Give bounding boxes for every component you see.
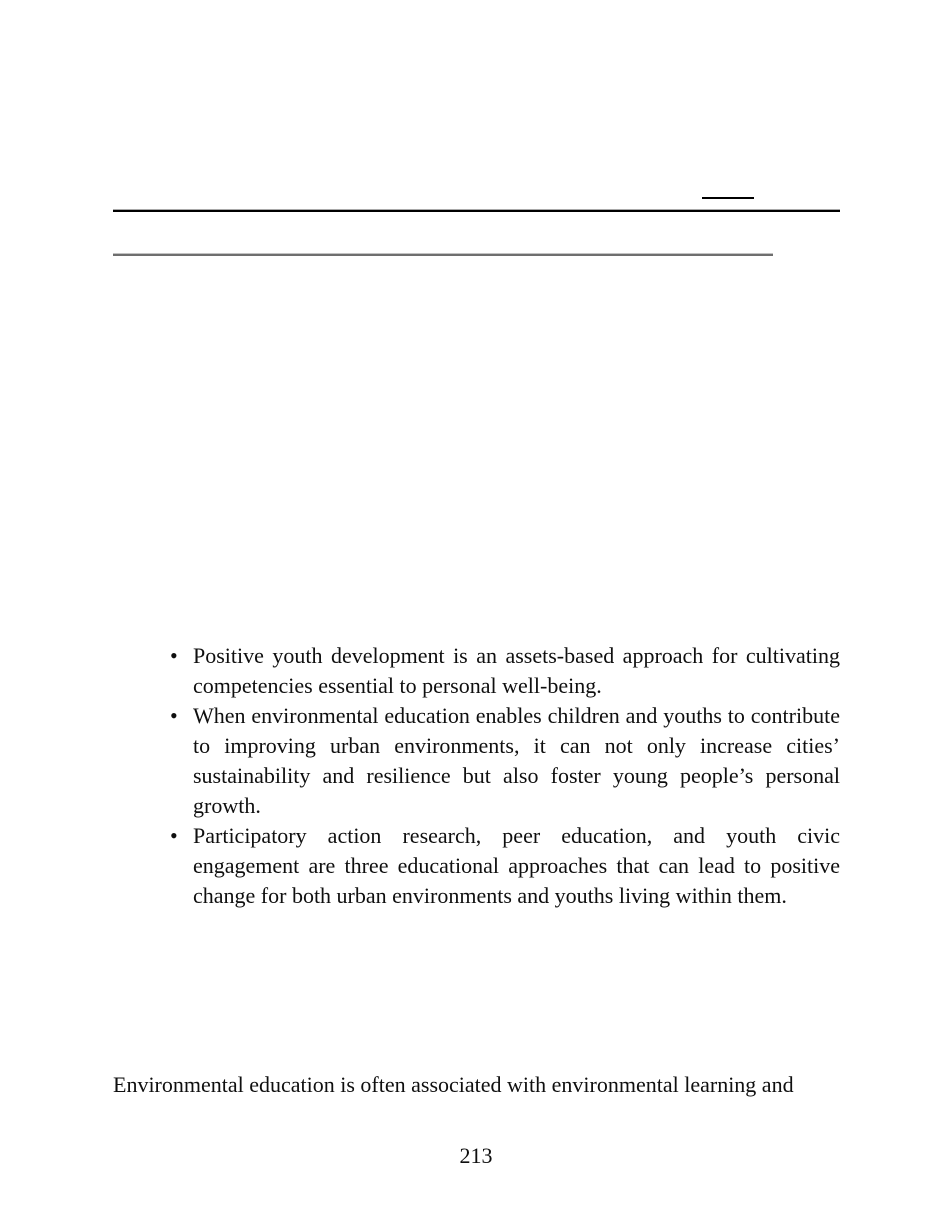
list-item [170,641,840,701]
bullet-icon: • [170,823,178,848]
list-item [170,821,840,911]
bullet-icon: • [170,643,178,668]
list-item-text: When environmental education enables children and youths to contribute to improving urban environments, it can not only increase cities’ sustainability and resilience but also foster young people’s personal growth. [193,703,840,818]
bullet-icon: • [170,703,178,728]
list-item [170,701,840,821]
body-paragraph: Environmental education is often associated with environmental learning and [113,1072,794,1097]
header-rule-bottom [113,253,773,256]
list-item-text: Positive youth development is an assets-based approach for cultivating competencies essential to personal well-being. [193,643,840,698]
page-number: 213 [459,1143,493,1168]
blank-underline [702,197,754,199]
header-rule-top [113,209,840,212]
list-item-text: Participatory action research, peer education, and youth civic engagement are three educational approaches that can lead to positive change for both urban environments and youths living within them. [193,823,840,908]
key-points-list [170,641,840,911]
